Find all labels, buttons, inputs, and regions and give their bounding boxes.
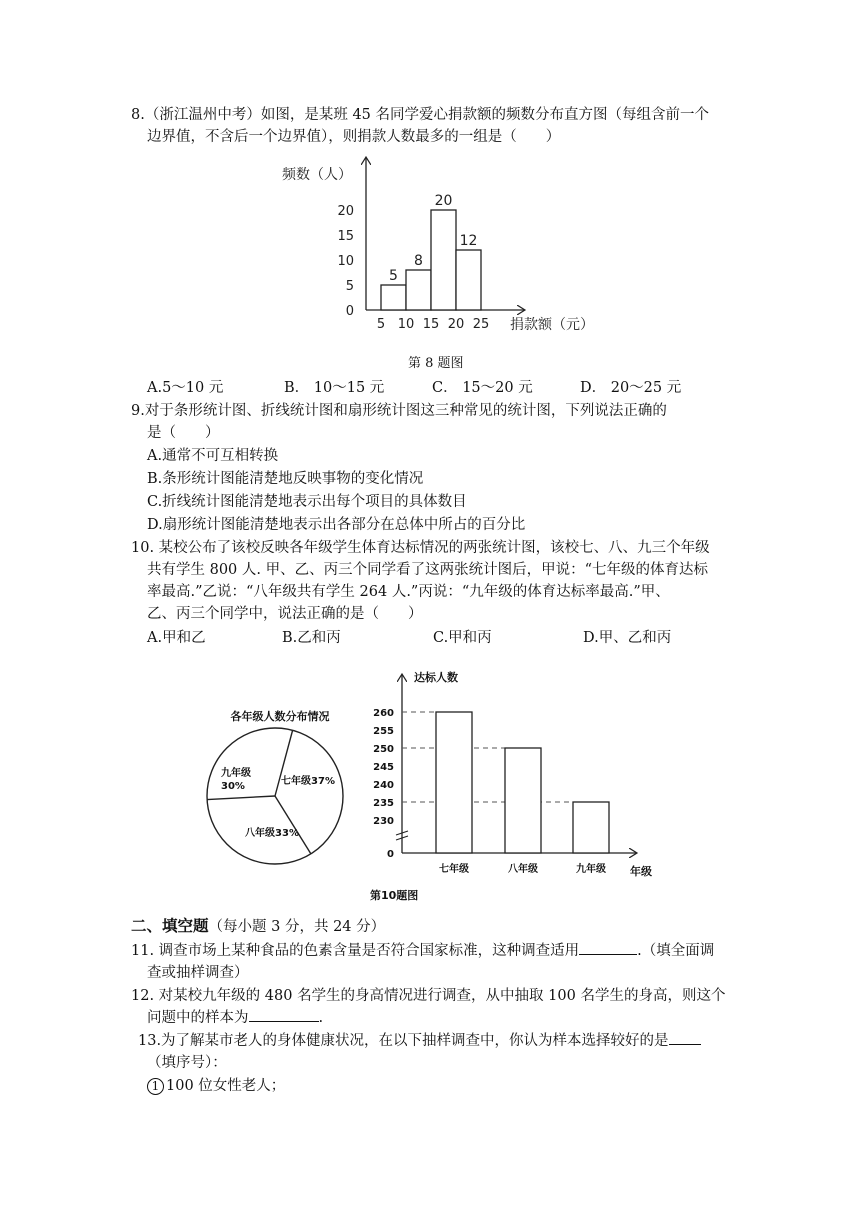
q13-line1 <box>138 1030 701 1052</box>
q13-item1 <box>147 1075 285 1097</box>
histogram-ytick: 0 <box>345 304 354 319</box>
histogram-xlabel: 捐款额（元） <box>510 317 594 333</box>
grade-chart-bar <box>573 802 609 853</box>
grade-chart-xtick: 七年级 <box>439 864 469 875</box>
histogram-xtick: 10 <box>397 317 415 332</box>
section2-title: 二、填空题 <box>131 917 209 935</box>
histogram-bar <box>406 270 431 310</box>
grade-chart-ytick: 245 <box>373 762 394 773</box>
histogram-ytick: 20 <box>337 204 354 219</box>
histogram-data-label: 5 <box>389 268 398 284</box>
q12-line2 <box>147 1007 323 1029</box>
q13-answer-blank[interactable] <box>669 1030 701 1045</box>
histogram-data-label: 12 <box>459 233 478 249</box>
section2-note: （每小题 3 分，共 24 分） <box>208 919 386 935</box>
q11-line2: 查或抽样调查） <box>147 965 249 981</box>
q8-option-c: C． 15～20 元 <box>432 380 533 396</box>
q12-text-a: 问题中的样本为 <box>147 1010 249 1026</box>
histogram-ytick: 5 <box>345 279 354 294</box>
grade-bar-chart <box>360 665 670 885</box>
histogram-chart <box>270 152 600 342</box>
histogram-data-label: 8 <box>414 253 423 269</box>
q11-text-a: 11. 调查市场上某种食品的色素含量是否符合国家标准，这种调查适用 <box>131 943 580 959</box>
grade-chart-ytick: 250 <box>373 744 394 755</box>
histogram-bar <box>381 285 406 310</box>
q9-option-a: A.通常不可互相转换 <box>147 448 279 464</box>
histogram-xtick: 25 <box>472 317 490 332</box>
q11-text-b: .（填全面调 <box>637 943 715 959</box>
q10-option-d: D.甲、乙和丙 <box>583 630 672 646</box>
q10-caption: 第10题图 <box>370 889 419 902</box>
q11-answer-blank[interactable] <box>579 940 637 955</box>
q12-answer-blank[interactable] <box>249 1007 319 1022</box>
q11-line1 <box>131 940 714 962</box>
q10-option-c: C.甲和丙 <box>433 630 492 646</box>
grade-chart-xlabel: 年级 <box>630 865 652 878</box>
circled-number-1: 1 <box>147 1078 164 1095</box>
q8-line2: 边界值，不含后一个边界值），则捐款人数最多的一组是（ ） <box>147 129 561 145</box>
q13-line2: （填序号）： <box>147 1055 227 1071</box>
q12-line1: 12. 对某校九年级的 480 名学生的身高情况进行调查，从中抽取 100 名学生的身高，则这个 <box>131 988 726 1004</box>
grade-chart-ytick: 255 <box>373 726 394 737</box>
grade-chart-ytick: 0 <box>387 849 394 860</box>
q10-line3: 率最高.”乙说：“八年级共有学生 264 人.”丙说：“九年级的体育达标率最高.”甲、 <box>147 584 670 600</box>
histogram-xtick: 5 <box>376 317 386 332</box>
q8-option-b: B． 10～15 元 <box>284 380 385 396</box>
q8-option-d: D． 20～25 元 <box>580 380 682 396</box>
q10-option-a: A.甲和乙 <box>147 630 206 646</box>
pie-label: 七年级37% <box>281 776 335 787</box>
q8-line1: 8.（浙江温州中考）如图，是某班 45 名同学爱心捐款额的频数分布直方图（每组含前一个 <box>131 107 709 123</box>
grade-chart-ytick: 240 <box>373 780 394 791</box>
histogram-bar <box>456 250 481 310</box>
q9-option-d: D.扇形统计图能清楚地表示出各部分在总体中所占的百分比 <box>147 517 526 533</box>
histogram-xtick: 20 <box>447 317 465 332</box>
q8-option-a: A.5～10 元 <box>147 380 224 396</box>
grade-chart-ylabel: 达标人数 <box>414 671 458 684</box>
q13-text: 13.为了解某市老人的身体健康状况，在以下抽样调查中，你认为样本选择较好的是 <box>138 1033 669 1049</box>
histogram-data-label: 20 <box>434 193 453 209</box>
histogram-xtick: 15 <box>422 317 440 332</box>
pie-label: 八年级33% <box>245 828 299 839</box>
q13-item1-text: 100 位女性老人； <box>166 1078 286 1094</box>
histogram-ylabel: 频数（人） <box>282 167 352 183</box>
pie-chart <box>200 700 360 870</box>
q10-option-b: B.乙和丙 <box>282 630 341 646</box>
q12-text-b: . <box>318 1010 324 1026</box>
q8-caption: 第 8 题图 <box>408 356 464 371</box>
q10-line2: 共有学生 800 人. 甲、乙、丙三个同学看了这两张统计图后，甲说：“七年级的体育达标 <box>147 562 709 578</box>
histogram-bar <box>431 210 456 310</box>
q9-line1: 9.对于条形统计图、折线统计图和扇形统计图这三种常见的统计图，下列说法正确的 <box>131 403 667 419</box>
grade-chart-bar <box>505 748 541 853</box>
q9-line2: 是（ ） <box>147 425 220 441</box>
q9-option-b: B.条形统计图能清楚地反映事物的变化情况 <box>147 471 424 487</box>
grade-chart-ytick: 230 <box>373 816 394 827</box>
q10-line1: 10. 某校公布了该校反映各年级学生体育达标情况的两张统计图，该校七、八、九三个年级 <box>131 540 710 556</box>
histogram-ytick: 10 <box>337 254 354 269</box>
histogram-ytick: 15 <box>337 229 354 244</box>
q9-option-c: C.折线统计图能清楚地表示出每个项目的具体数目 <box>147 494 467 510</box>
grade-chart-xtick: 九年级 <box>576 864 606 875</box>
grade-chart-ytick: 235 <box>373 798 394 809</box>
pie-title: 各年级人数分布情况 <box>230 710 330 723</box>
q10-line4: 乙、丙三个同学中，说法正确的是（ ） <box>147 606 423 622</box>
grade-chart-xtick: 八年级 <box>508 864 538 875</box>
grade-chart-ytick: 260 <box>373 708 394 719</box>
grade-chart-bar <box>436 712 472 853</box>
pie-label: 九年级 30% <box>221 768 251 792</box>
